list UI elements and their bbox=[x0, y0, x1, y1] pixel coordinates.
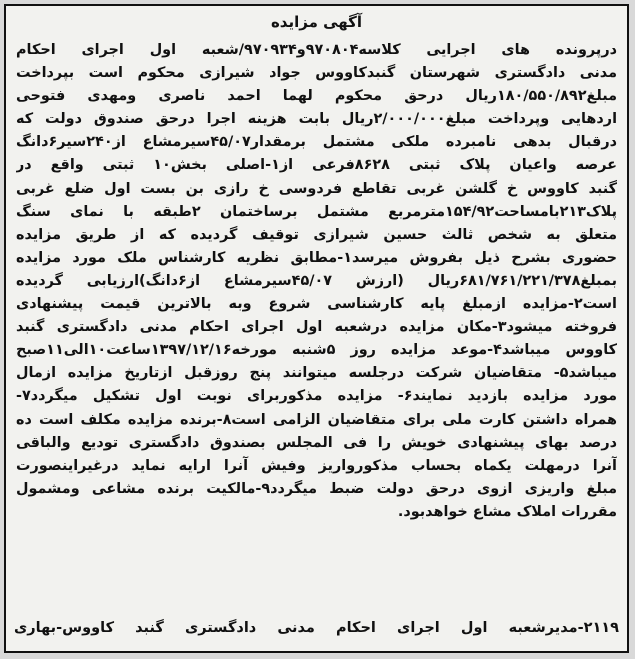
notice-line-13: فروخته میشود۳-مکان مزایده درشعبه اول اجرای احکام مدنی دادگستری گنبد bbox=[16, 319, 617, 336]
notice-line-12: است۲-مزایده ازمبلغ پایه کارشناسی شروع وبه بالاترین قیمت پیشنهادی bbox=[16, 296, 617, 313]
notice-line-2: مدنی دادگستری شهرستان گنبدکاووس جواد شیرازی محکوم است بپرداخت bbox=[16, 65, 617, 82]
notice-line-8: پلاک۲۱۳بامساحت۱۵۴/۹۲مترمربع مشتمل برساختمان ۲طبقه با نمای سنگ bbox=[16, 203, 617, 220]
notice-line-21: مقررات املاک مشاع خواهدبود. bbox=[397, 503, 617, 520]
notice-line-19: آنرا درمهلت یکماه بحساب مذکورواریز وفیش آنرا ارایه نماید درغیراینصورت bbox=[16, 457, 617, 474]
notice-line-18: درصد بهای پیشنهادی خویش را فی المجلس بصندوق دادگستری تودیع والباقی bbox=[16, 434, 617, 451]
notice-line-5: درقبال بدهی نامبرده ملکی مشتمل برمقدار۴۵/۰۷سیرمشاع از۲۴۰سیر۶دانگ bbox=[16, 134, 617, 151]
notice-title-area bbox=[6, 10, 627, 36]
notice-title: آگهی مزایده bbox=[270, 13, 363, 31]
notice-line-3: مبلغ۱۸۰/۵۵۰/۸۹۲ریال درحق محکوم لهما احمد ناصری ومهدی فتوحی bbox=[16, 88, 617, 105]
notice-line-10: حضوری بشرح ذیل بفروش میرسد۱-مطابق نظریه کارشناس ملک مورد مزایده bbox=[16, 249, 617, 266]
auction-notice bbox=[4, 4, 629, 653]
notice-line-15: میباشد۵- متقاضیان شرکت درجلسه میتوانند پنج روزقبل ازتاریخ مزایده ازمال bbox=[16, 365, 617, 382]
notice-line-4: اردهایی وپرداخت مبلغ۲/۰۰۰/۰۰۰ریال بابت هزینه اجرا درحق صندوق دولت که bbox=[16, 111, 617, 128]
notice-line-17: همراه داشتن کارت ملی برای متقاضیان الزامی است۸-برنده مزایده مکلف است ده bbox=[16, 411, 617, 428]
notice-line-20: مبلغ واریزی ازوی درحق دولت ضبط میگردد۹-مالکیت برنده مشاعی ومشمول bbox=[16, 480, 617, 497]
notice-line-16: مورد مزایده بازدید نمایند۶- مزایده مذکوربرای نوبت اول تشکیل میگردد۷- bbox=[16, 388, 617, 405]
notice-body bbox=[16, 39, 617, 524]
notice-line-9: متعلق به شخص ثالث حسین شیرازی توقیف گردیده که از طریق مزایده bbox=[16, 226, 617, 243]
notice-line-14: کاووس میباشد۴-موعد مزایده روز ۵شنبه مورخه۱۳۹۷/۱۲/۱۶ساعت۱۰الی۱۱صبح bbox=[16, 342, 617, 359]
notice-line-11: بمبلغ۶۸۱/۷۶۱/۲۲۱/۳۷۸ریال (ارزش ۴۵/۰۷سیرمشاع از۶دانگ)ارزیابی گردیده bbox=[16, 272, 617, 289]
notice-line-6: عرصه واعیان پلاک ثبتی ۸۶۲۸فرعی از۱-اصلی بخش۱۰ ثبتی واقع در bbox=[16, 157, 617, 174]
notice-line-7: گنبد کاووس خ گلشن غربی تقاطع فردوسی خ رازی بن بست اول ضلع غربی bbox=[16, 180, 617, 197]
notice-footer: ۲۱۱۹-مدیرشعبه اول اجرای احکام مدنی دادگستری گنبد کاووس-بهاری bbox=[14, 620, 619, 636]
notice-line-1: درپرونده های اجرایی کلاسه۹۷۰۸۰۴و۹۷۰۹۳۴/شعبه اول اجرای احکام bbox=[16, 42, 617, 58]
